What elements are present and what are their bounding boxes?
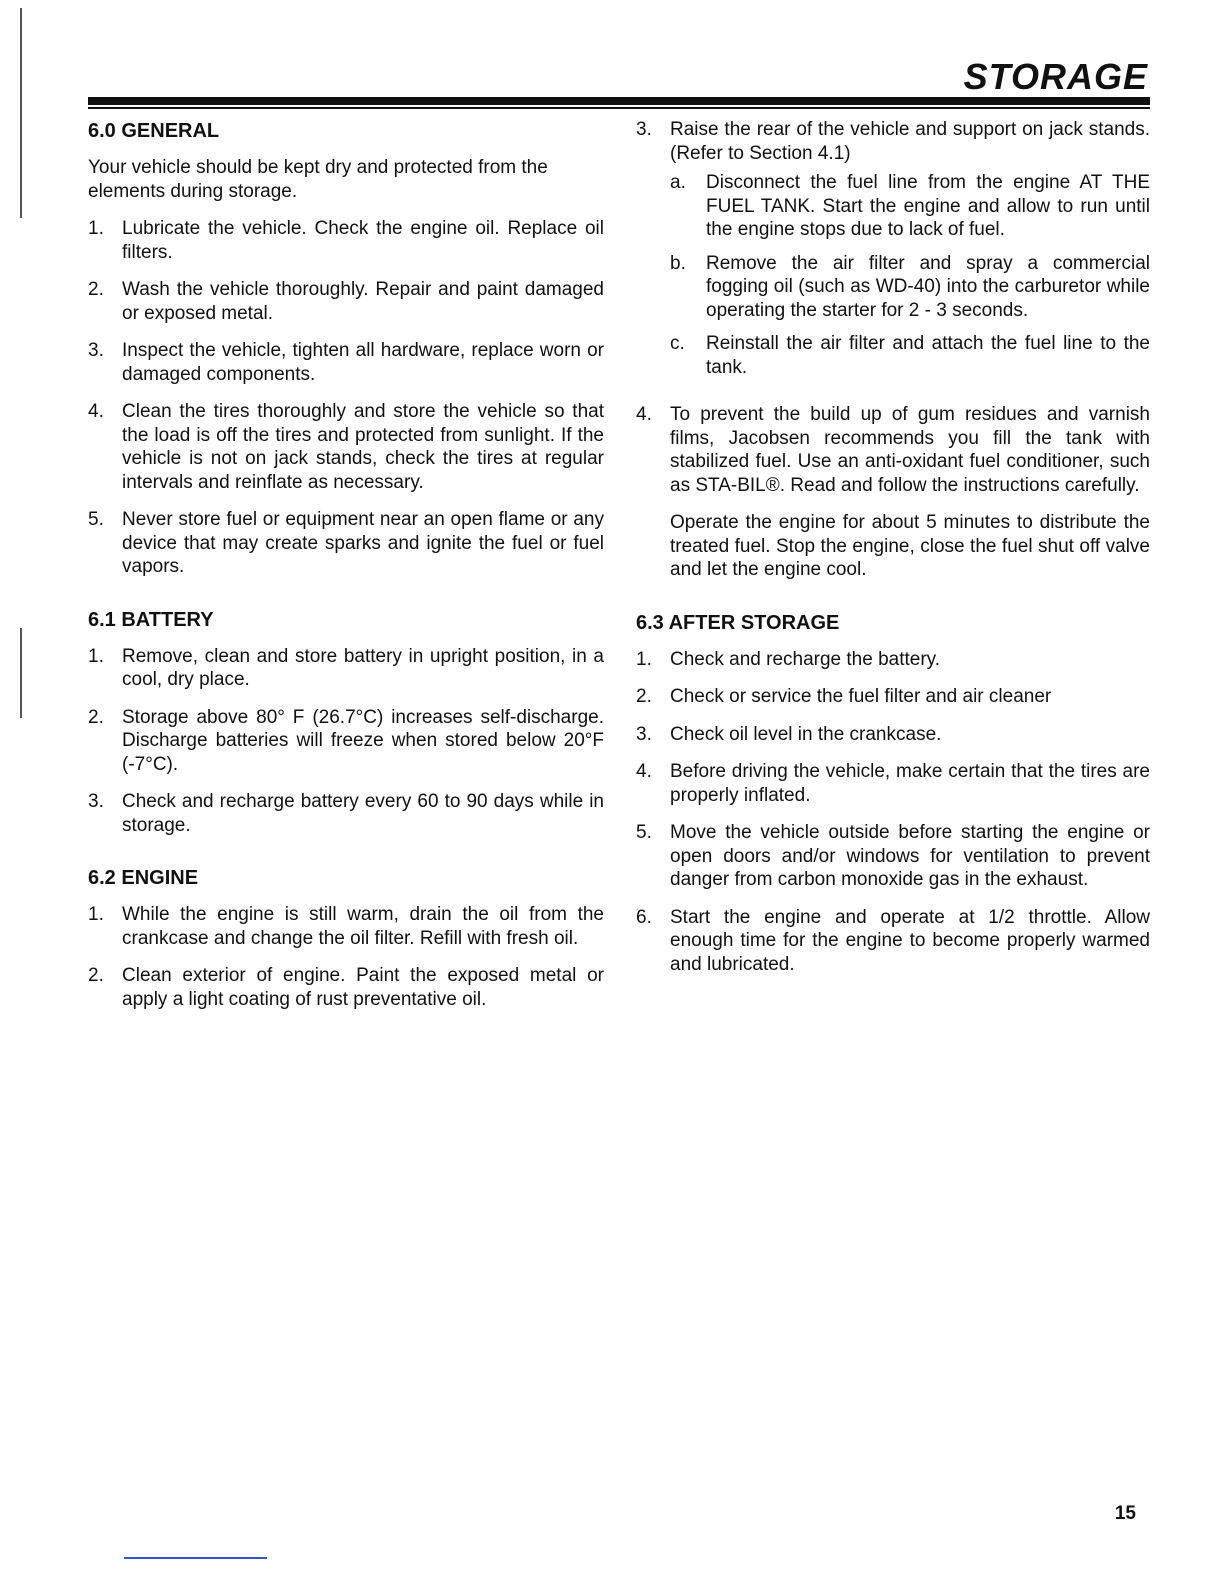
item-number: 3.	[88, 340, 104, 361]
item-text: Before driving the vehicle, make certain that the tires are properly inflated.	[670, 761, 1150, 806]
item-number: 4.	[88, 401, 104, 422]
item-number: 1.	[88, 904, 104, 925]
sub-item-letter: b.	[670, 252, 686, 274]
item-number: 2.	[88, 706, 104, 728]
right-column	[636, 118, 1150, 990]
list-item	[88, 217, 604, 264]
sub-item-text: Reinstall the air filter and attach the fuel line to the tank.	[706, 333, 1150, 378]
left-column	[88, 118, 604, 1025]
header-rule	[88, 97, 1150, 105]
list-item	[636, 760, 1150, 807]
item-text: Check and recharge the battery.	[670, 648, 941, 670]
item-text: Start the engine and operate at 1/2 throttle. Allow enough time for the engine to become properly warmed and lubricated.	[670, 906, 1150, 975]
sub-item-letter: a.	[670, 172, 686, 193]
section-heading: 6.1 BATTERY	[88, 608, 214, 631]
section-engine	[88, 865, 604, 1011]
section-heading: 6.0 GENERAL	[88, 120, 220, 142]
item-text: Clean the tires thoroughly and store the vehicle so that the load is off the tires and protected from sunlight. If the vehicle is not on jack stands, check the tires at regular intervals and reinflate as necessary.	[122, 401, 604, 493]
list-item	[88, 964, 604, 1011]
section-heading: 6.3 AFTER STORAGE	[636, 611, 840, 634]
sub-item-text: Disconnect the fuel line from the engine AT THE FUEL TANK. Start the engine and allow to run until the engine stops due to lack of fuel.	[706, 172, 1150, 240]
item-text: Storage above 80° F (26.7°C) increases self-discharge. Discharge batteries will freeze when stored below 20°F (-7°C).	[122, 706, 604, 775]
item-number: 6.	[636, 906, 652, 928]
item-number: 5.	[636, 822, 652, 843]
item-number: 1.	[88, 218, 104, 239]
after-storage-list	[636, 648, 1150, 977]
sub-item-letter: c.	[670, 333, 685, 354]
section-general	[88, 118, 604, 579]
list-item	[88, 508, 604, 579]
item-text: Raise the rear of the vehicle and support on jack stands. (Refer to Section 4.1)	[670, 119, 1150, 164]
item-text: Check or service the fuel filter and air cleaner	[670, 686, 1052, 707]
item-text: Inspect the vehicle, tighten all hardware, replace worn or damaged components.	[122, 340, 604, 385]
list-item	[88, 903, 604, 950]
section-intro: Your vehicle should be kept dry and protected from the elements during storage.	[88, 157, 548, 202]
list-item	[636, 118, 1150, 389]
item-text: Clean exterior of engine. Paint the exposed metal or apply a light coating of rust preventative oil.	[122, 965, 604, 1010]
sub-item	[670, 171, 1150, 242]
sub-item	[670, 252, 1150, 323]
section-after-storage	[636, 610, 1150, 977]
list-item	[88, 278, 604, 325]
item-number: 1.	[636, 648, 652, 670]
item-text: Move the vehicle outside before starting the engine or open doors and/or windows for ventilation to prevent danger from carbon monoxide gas in the exhaust.	[670, 822, 1150, 890]
item-number: 5.	[88, 509, 104, 530]
page-number: 15	[1114, 1503, 1136, 1524]
list-item	[636, 723, 1150, 747]
sub-list	[670, 171, 1150, 379]
sub-item-text: Remove the air filter and spray a commercial fogging oil (such as WD-40) into the carburetor while operating the starter for 2 - 3 seconds.	[706, 252, 1150, 321]
general-list	[88, 217, 604, 579]
list-item	[88, 645, 604, 692]
header-rule-thin	[88, 107, 1150, 109]
list-item	[88, 400, 604, 494]
item-number: 4.	[636, 404, 652, 425]
list-item	[88, 706, 604, 777]
item-text: Never store fuel or equipment near an open flame or any device that may create sparks and ignite the fuel or fuel vapors.	[122, 509, 604, 577]
engine-list	[88, 903, 604, 1011]
item-number: 2.	[88, 279, 104, 300]
list-item	[88, 339, 604, 386]
list-item	[636, 821, 1150, 892]
item-number: 1.	[88, 645, 104, 667]
item-text: Lubricate the vehicle. Check the engine oil. Replace oil filters.	[122, 218, 604, 263]
list-item	[636, 906, 1150, 977]
engine-list-continued	[636, 118, 1150, 582]
item-text: Remove, clean and store battery in upright position, in a cool, dry place.	[122, 645, 604, 690]
page-title: STORAGE	[963, 56, 1148, 97]
battery-list	[88, 645, 604, 838]
list-item	[636, 403, 1150, 582]
item-body	[670, 403, 1150, 582]
section-heading: 6.2 ENGINE	[88, 867, 199, 889]
item-number: 2.	[88, 965, 104, 986]
item-followup: Operate the engine for about 5 minutes to distribute the treated fuel. Stop the engine, close the fuel shut off valve and let the engine cool.	[670, 512, 1150, 580]
list-item	[636, 685, 1150, 709]
section-battery	[88, 607, 604, 838]
item-text: To prevent the build up of gum residues and varnish films, Jacobsen recommends you fill the tank with stabilized fuel. Use an anti-oxidant fuel conditioner, such as STA-BIL®. Read and follow the instructions carefully.	[670, 404, 1150, 496]
list-item	[636, 648, 1150, 672]
item-number: 4.	[636, 761, 652, 782]
item-number: 3.	[636, 723, 652, 745]
scan-edge-mark	[20, 8, 22, 218]
sub-item	[670, 332, 1150, 379]
item-number: 2.	[636, 686, 652, 707]
item-text: Wash the vehicle thoroughly. Repair and paint damaged or exposed metal.	[122, 279, 604, 324]
item-number: 3.	[636, 119, 652, 140]
scan-edge-mark	[20, 628, 22, 718]
item-number: 3.	[88, 791, 104, 812]
item-text: While the engine is still warm, drain the oil from the crankcase and change the oil filter. Refill with fresh oil.	[122, 904, 604, 949]
scan-footer-mark	[124, 1557, 267, 1559]
item-body	[670, 118, 1150, 389]
item-text: Check oil level in the crankcase.	[670, 723, 942, 745]
list-item	[88, 790, 604, 837]
item-text: Check and recharge battery every 60 to 90 days while in storage.	[122, 791, 604, 836]
